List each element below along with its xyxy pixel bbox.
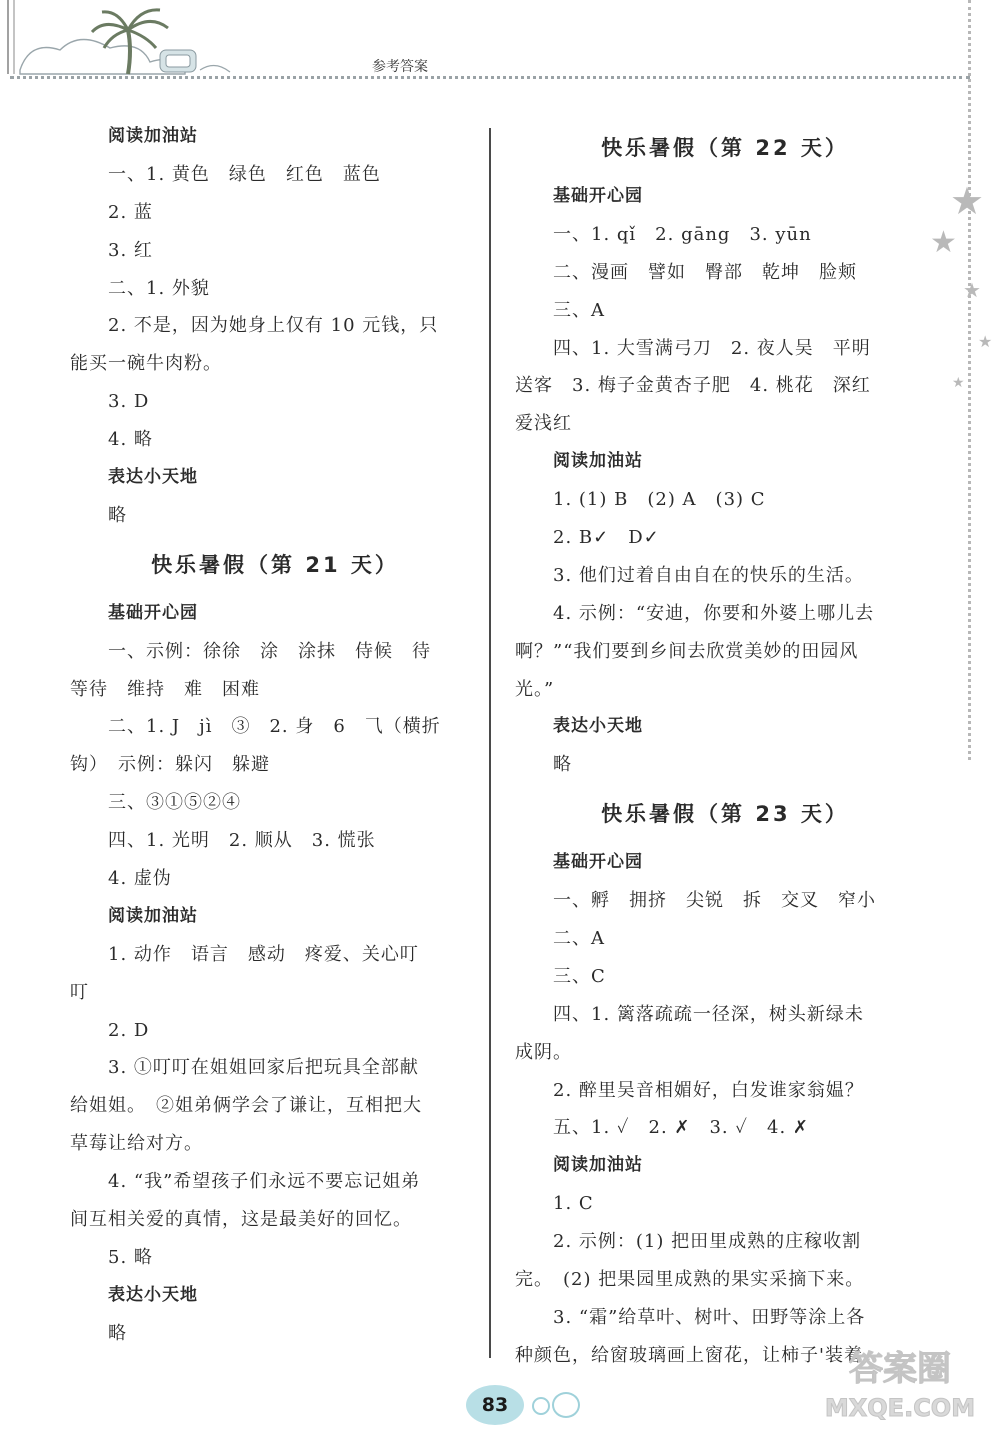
- left-column: [70, 118, 480, 1353]
- answer-line: 送客 3. 梅子金黄杏子肥 4. 桃花 深红: [515, 375, 871, 397]
- answer-line: 完。 (2) 把果园里成熟的果实采摘下来。: [515, 1269, 865, 1291]
- subsection-label: 基础开心园: [553, 186, 643, 206]
- answer-line: 叮: [70, 981, 89, 1003]
- answer-line: 略: [553, 754, 572, 776]
- page-number: 83: [466, 1385, 524, 1425]
- star-icon: ★: [952, 375, 965, 391]
- answer-line: 2. 不是，因为她身上仅有 10 元钱，只: [108, 315, 439, 337]
- answer-line: 3. ①叮叮在姐姐回家后把玩具全部献: [108, 1057, 419, 1079]
- answer-line: 四、1. 篱落疏疏一径深，树头新绿未: [553, 1003, 864, 1025]
- subsection-label: 表达小天地: [553, 716, 643, 737]
- answer-line: 3. 红: [108, 239, 153, 261]
- answer-line: 1. (1) B (2) A (3) C: [553, 489, 766, 511]
- answer-line: 略: [108, 1322, 127, 1344]
- answer-line: 草莓让给对方。: [70, 1133, 203, 1155]
- answer-line: 5. 略: [108, 1246, 153, 1268]
- answer-line: 3. 他们过着自由自在的快乐的生活。: [553, 564, 864, 586]
- answer-line: 2. 蓝: [108, 201, 153, 223]
- answer-line: 二、漫画 譬如 臀部 乾坤 脸颊: [553, 261, 857, 283]
- subsection-label: 表达小天地: [108, 467, 198, 488]
- answer-line: 1. C: [553, 1193, 594, 1215]
- answer-line: 四、1. 光明 2. 顺从 3. 慌张: [108, 830, 376, 852]
- subsection-label: 阅读加油站: [108, 905, 198, 926]
- answer-line: 4. 略: [108, 429, 153, 451]
- star-icon: ★: [978, 332, 993, 351]
- answer-line: 光。”: [515, 678, 555, 700]
- answer-line: 二、1. 外貌: [108, 277, 210, 299]
- answer-line: 四、1. 大雪满弓刀 2. 夜人吴 平明: [553, 337, 871, 359]
- answer-line: 1. 动作 语言 感动 疼爱、关心叮: [108, 943, 419, 965]
- answer-line: 4. “我”希望孩子们永远不要忘记姐弟: [108, 1171, 421, 1193]
- answer-line: 钩） 示例：躲闪 躲避: [70, 754, 270, 776]
- answer-line: 三、A: [553, 299, 605, 321]
- answer-line: 3. D: [108, 391, 150, 413]
- answer-line: 一、1. 黄色 绿色 红色 蓝色: [108, 163, 381, 185]
- subsection-label: 基础开心园: [553, 852, 643, 873]
- answer-line: 爱浅红: [515, 413, 572, 435]
- right-column: [515, 118, 935, 1375]
- answer-line: 4. 示例：“安迪，你要和外婆上哪儿去: [553, 602, 875, 624]
- ring-icon: [552, 1392, 580, 1418]
- right-dotted-rule: [968, 0, 971, 760]
- watermark-line2: MXQE.COM: [824, 1394, 976, 1422]
- header-dotted-rule: [10, 76, 970, 79]
- answer-line: 3. “霜”给草叶、树叶、田野等涂上各: [553, 1306, 866, 1328]
- subsection-label: 阅读加油站: [553, 451, 643, 472]
- column-divider: [489, 128, 491, 1358]
- subsection-label: 表达小天地: [108, 1284, 198, 1305]
- answer-line: 2. D: [108, 1019, 150, 1041]
- answer-line: 三、C: [553, 965, 606, 987]
- answer-line: 二、A: [553, 928, 605, 950]
- answer-line: 二、1. J jì ③ 2. 身 6 ⺄（横折: [108, 716, 441, 738]
- watermark-line1: 答案圈: [849, 1349, 951, 1389]
- answer-line: 2. B✓ D✓: [553, 527, 660, 549]
- ring-icon: [532, 1397, 550, 1415]
- section-title: 快乐暑假（第 23 天）: [601, 802, 849, 827]
- star-icon: ★: [930, 225, 957, 260]
- answer-line: 一、示例：徐徐 涂 涂抹 侍候 待: [108, 640, 431, 662]
- palm-tree-icon: [92, 10, 168, 74]
- answer-line: 略: [108, 504, 127, 526]
- subsection-label: 阅读加油站: [108, 126, 198, 146]
- answer-line: 间互相关爱的真情，这是最美好的回忆。: [70, 1209, 412, 1231]
- subsection-label: 基础开心园: [108, 602, 198, 623]
- star-icon: ★: [950, 179, 985, 223]
- subsection-label: 阅读加油站: [553, 1155, 643, 1176]
- answer-line: 五、1. ✓ 2. ✗ 3. ✓ 4. ✗: [553, 1117, 809, 1139]
- section-title: 快乐暑假（第 21 天）: [151, 552, 399, 577]
- section-title: 快乐暑假（第 22 天）: [601, 136, 849, 160]
- answer-line: 一、孵 拥挤 尖锐 拆 交叉 窄小: [553, 890, 876, 912]
- answer-line: 等待 维持 难 困难: [70, 678, 260, 700]
- star-icon: ★: [963, 278, 981, 302]
- answer-line: 成阴。: [515, 1041, 572, 1063]
- answer-line: 啊？”“我们要到乡间去欣赏美妙的田园风: [515, 640, 859, 662]
- answer-line: 2. 示例：(1) 把田里成熟的庄稼收割: [553, 1231, 862, 1253]
- answer-line: 2. 醉里吴音相媚好，白发谁家翁媪？: [553, 1079, 864, 1101]
- answer-line: 种颜色，给窗玻璃画上窗花，让柿子'装着: [515, 1344, 863, 1366]
- answer-line: 一、1. qǐ 2. gāng 3. yūn: [553, 223, 812, 245]
- answer-line: 能买一碗牛肉粉。: [70, 353, 222, 375]
- watermark: [815, 1338, 985, 1428]
- answer-line: 三、③①⑤②④: [108, 792, 241, 814]
- page-badge-icon: [160, 50, 196, 72]
- answer-line: 4. 虚伪: [108, 868, 172, 890]
- header-title: 参考答案: [372, 59, 428, 75]
- answer-line: 给姐姐。 ②姐弟俩学会了谦让，互相把大: [70, 1095, 422, 1117]
